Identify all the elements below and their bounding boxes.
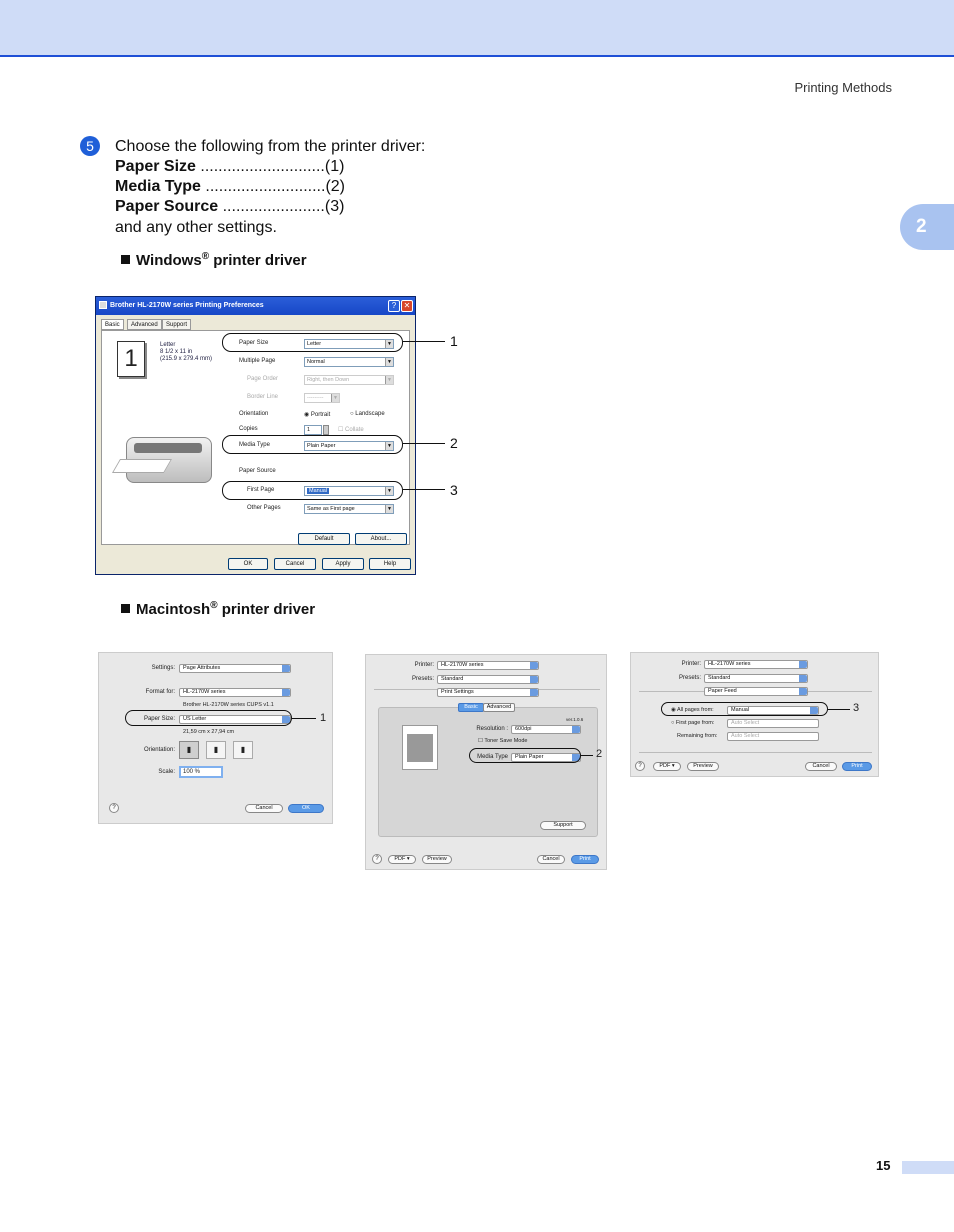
printer-preview-image <box>402 725 438 770</box>
tab-support[interactable]: Support <box>162 319 191 330</box>
cancel-button[interactable]: Cancel <box>274 558 316 570</box>
label-multiple-page: Multiple Page <box>239 358 276 364</box>
mac-page-setup-dialog <box>98 652 333 824</box>
resolution-label: Resolution : <box>476 726 508 732</box>
callout-1: 1 <box>320 712 327 724</box>
apply-button[interactable]: Apply <box>322 558 364 570</box>
ok-button[interactable]: OK <box>228 558 268 570</box>
step-number-badge: 5 <box>80 136 100 156</box>
select-value: Plain Paper <box>307 443 336 449</box>
item-dots: ............................ <box>200 158 325 175</box>
chevron-updown-icon <box>530 689 538 696</box>
chevron-down-icon: ▼ <box>385 487 393 495</box>
default-button[interactable]: Default <box>298 533 350 545</box>
callout-oval-media-type <box>222 435 403 454</box>
heading-text: Windows <box>136 252 202 269</box>
print-button[interactable]: Print <box>571 855 599 864</box>
chevron-down-icon: ▼ <box>385 376 393 384</box>
step-item-paper-source <box>115 198 375 216</box>
label-first-page: First Page <box>247 487 275 493</box>
copies-stepper[interactable] <box>323 425 329 435</box>
item-ref: (1) <box>324 158 345 175</box>
media-type-label: Media Type <box>477 754 508 760</box>
chevron-updown-icon <box>572 726 580 733</box>
callout-1: 1 <box>450 333 458 349</box>
printer-label: Printer: <box>681 661 701 667</box>
callout-2: 2 <box>450 435 458 451</box>
panel-select[interactable] <box>437 688 539 697</box>
callout-line <box>403 341 445 342</box>
scale-input[interactable]: 100 % <box>179 766 223 778</box>
remaining-label: Remaining from: <box>677 733 718 739</box>
tab-advanced[interactable]: Advanced <box>483 703 515 712</box>
panel-select[interactable] <box>704 687 808 696</box>
item-ref: (3) <box>324 198 345 215</box>
checkbox-label: Toner Save Mode <box>484 738 528 744</box>
select-value: Letter <box>307 341 322 347</box>
chevron-down-icon: ▼ <box>331 394 339 402</box>
divider <box>639 752 872 753</box>
printer-select[interactable] <box>704 660 808 669</box>
select-value: Plain Paper <box>515 754 544 760</box>
orientation-label: Orientation: <box>143 747 175 753</box>
step-item-media-type <box>115 178 375 196</box>
version-text: ver.1.0.6 <box>566 717 584 722</box>
select-value: US Letter <box>183 716 207 722</box>
chevron-updown-icon <box>282 689 290 696</box>
landscape-radio[interactable]: ○ Landscape <box>350 411 385 417</box>
copies-input[interactable]: 1 <box>304 425 322 435</box>
bullet-square-icon <box>121 604 130 613</box>
select-value: Standard <box>708 675 731 681</box>
presets-label: Presets: <box>411 676 434 682</box>
heading-text: Macintosh <box>136 601 211 618</box>
select-value: Print Settings <box>441 689 474 695</box>
dialog-title: Brother HL-2170W series Printing Preferences <box>96 297 415 315</box>
registered-mark: ® <box>201 251 210 262</box>
select-value: HL-2170W series <box>183 689 226 695</box>
item-name: Paper Size <box>115 158 196 175</box>
chevron-down-icon: ▼ <box>385 505 393 513</box>
select-value: Standard <box>441 676 464 682</box>
ok-button[interactable]: OK <box>288 804 324 813</box>
collate-checkbox: ☐ Collate <box>338 427 364 433</box>
other-pages-select[interactable] <box>304 504 394 514</box>
format-subtext: Brother HL-2170W series CUPS v1.1 <box>183 702 274 708</box>
label-copies: Copies <box>239 426 258 432</box>
select-value: Page Attributes <box>183 665 221 671</box>
border-line-select <box>304 393 340 403</box>
callout-oval-media-type <box>469 748 581 763</box>
about-button[interactable]: About... <box>355 533 407 545</box>
chevron-updown-icon <box>530 676 538 683</box>
help-icon[interactable]: ? <box>372 854 382 864</box>
help-button[interactable]: Help <box>369 558 411 570</box>
label-paper-source: Paper Source <box>239 468 276 474</box>
chevron-updown-icon <box>799 688 807 695</box>
macintosh-heading <box>121 600 315 618</box>
help-icon[interactable]: ? <box>388 300 400 312</box>
landscape-orientation-icon[interactable]: ▮ <box>206 741 226 759</box>
print-button[interactable]: Print <box>842 762 872 771</box>
support-button[interactable]: Support <box>540 821 586 830</box>
callout-3: 3 <box>853 702 860 714</box>
item-ref: (2) <box>325 178 345 195</box>
item-name: Media Type <box>115 178 201 195</box>
select-value: Manual <box>731 707 750 713</box>
label-orientation: Orientation <box>239 411 269 417</box>
preview-size: Letter <box>160 342 176 348</box>
callout-line <box>581 755 593 756</box>
chevron-down-icon: ▼ <box>385 358 393 366</box>
select-value: HL-2170W series <box>708 661 751 667</box>
all-pages-radio[interactable]: ◉ All pages from: <box>671 707 714 713</box>
first-page-radio[interactable]: ○ First page from: <box>671 720 715 726</box>
portrait-orientation-icon[interactable]: ▮ <box>179 741 199 759</box>
chevron-updown-icon <box>799 675 807 682</box>
page-number-bar <box>902 1161 954 1174</box>
callout-line <box>828 709 850 710</box>
tab-basic[interactable]: Basic <box>458 703 484 712</box>
presets-select[interactable] <box>437 675 539 684</box>
select-value: Auto Select <box>731 733 760 739</box>
radio-label: First page from: <box>675 720 715 726</box>
help-icon[interactable]: ? <box>635 761 645 771</box>
top-band <box>0 0 954 57</box>
tab-advanced[interactable]: Advanced <box>127 319 162 330</box>
select-value: Manual <box>309 488 328 494</box>
select-value: --------- <box>307 395 324 401</box>
registered-mark: ® <box>210 600 218 611</box>
heading-suffix: printer driver <box>213 252 307 269</box>
page-number: 15 <box>876 1158 891 1173</box>
item-dots: ........................... <box>205 178 326 195</box>
chapter-tab: 2 <box>900 204 954 250</box>
step-intro: Choose the following from the printer driver: <box>115 138 426 155</box>
checkbox-label: Collate <box>345 427 364 433</box>
radio-label: All pages from: <box>677 707 714 713</box>
cancel-button[interactable]: Cancel <box>805 762 837 771</box>
preview-button[interactable]: Preview <box>687 762 719 771</box>
multiple-page-select[interactable] <box>304 357 394 367</box>
settings-select[interactable] <box>179 664 291 673</box>
callout-oval-paper-source <box>661 702 828 716</box>
printer-icon <box>99 301 107 309</box>
radio-label: Landscape <box>355 411 385 417</box>
paper-size-subtext: 21,59 cm x 27,94 cm <box>183 729 235 735</box>
callout-oval-paper-size <box>125 710 292 726</box>
page-order-select <box>304 375 394 385</box>
label-border-line: Border Line <box>247 394 279 400</box>
reverse-landscape-orientation-icon[interactable]: ▮ <box>233 741 253 759</box>
callout-line <box>403 489 445 490</box>
callout-3: 3 <box>450 482 458 498</box>
select-value: Paper Feed <box>708 688 737 694</box>
select-value: 600dpi <box>515 726 532 732</box>
chevron-updown-icon <box>530 662 538 669</box>
callout-line <box>403 443 445 444</box>
section-title: Printing Methods <box>794 80 892 95</box>
cancel-button[interactable]: Cancel <box>245 804 283 813</box>
callout-line <box>292 718 316 719</box>
presets-select[interactable] <box>704 674 808 683</box>
pdf-button[interactable]: PDF ▾ <box>388 855 416 864</box>
scale-label: Scale: <box>158 769 175 775</box>
windows-heading <box>121 251 307 269</box>
item-name: Paper Source <box>115 198 219 215</box>
label-paper-size: Paper Size <box>239 340 269 346</box>
cancel-button[interactable]: Cancel <box>537 855 565 864</box>
remaining-select <box>727 732 819 741</box>
format-label: Format for: <box>145 689 175 695</box>
preview-button[interactable]: Preview <box>422 855 452 864</box>
callout-oval-paper-size <box>222 333 403 352</box>
preview-mm: (215.9 x 279.4 mm) <box>160 356 213 362</box>
page-preview: 1 <box>117 341 145 377</box>
label-other-pages: Other Pages <box>247 505 281 511</box>
bullet-square-icon <box>121 255 130 264</box>
label-page-order: Page Order <box>247 376 279 382</box>
select-value: Auto Select <box>731 720 760 726</box>
paper-size-label: Paper Size: <box>143 716 175 722</box>
printer-select[interactable] <box>437 661 539 670</box>
help-icon[interactable]: ? <box>109 803 119 813</box>
item-dots: ....................... <box>222 198 325 215</box>
preview-dims: 8 1/2 x 11 in <box>160 349 193 355</box>
printer-slot <box>134 443 202 453</box>
format-select[interactable] <box>179 688 291 697</box>
chevron-down-icon: ▼ <box>385 442 393 450</box>
callout-2: 2 <box>596 748 603 760</box>
heading-suffix: printer driver <box>221 601 316 618</box>
portrait-radio[interactable]: ◉ Portrait <box>304 412 331 418</box>
presets-label: Presets: <box>678 675 701 681</box>
paper-sheet <box>112 459 172 473</box>
callout-oval-paper-source <box>222 481 403 500</box>
select-value: HL-2170W series <box>441 662 484 668</box>
chevron-down-icon: ▼ <box>385 340 393 348</box>
step-outro: and any other settings. <box>115 219 277 236</box>
pdf-button[interactable]: PDF ▾ <box>653 762 681 771</box>
printer-label: Printer: <box>414 662 434 668</box>
select-value: Normal <box>307 359 325 365</box>
chevron-updown-icon <box>799 661 807 668</box>
toner-save-checkbox[interactable]: ☐ Toner Save Mode <box>478 738 528 744</box>
close-icon[interactable]: ✕ <box>401 300 413 312</box>
resolution-select[interactable] <box>511 725 581 734</box>
step-item-paper-size <box>115 158 375 176</box>
radio-label: Portrait <box>310 412 331 418</box>
cube-graphic <box>407 734 433 762</box>
select-value: Right, then Down <box>307 377 350 383</box>
first-page-select <box>727 719 819 728</box>
select-value: Same as First page <box>307 506 355 512</box>
label-media-type: Media Type <box>239 442 270 448</box>
settings-label: Settings: <box>151 665 175 671</box>
chevron-updown-icon <box>282 665 290 672</box>
tab-basic[interactable]: Basic <box>101 319 124 330</box>
